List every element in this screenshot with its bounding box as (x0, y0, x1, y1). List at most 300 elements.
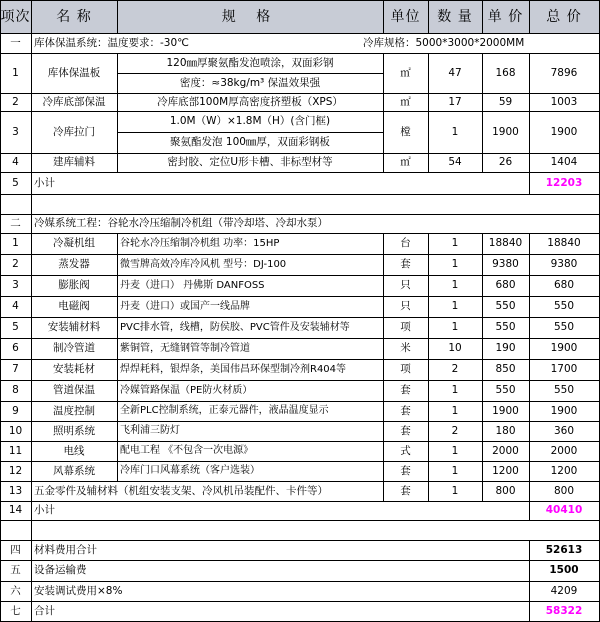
grid-line (0, 359, 600, 360)
grid-line (0, 421, 600, 422)
item-total: 1003 (550, 95, 578, 108)
grid-line (383, 111, 384, 154)
grid-line (482, 481, 483, 502)
grid-line (0, 317, 1, 339)
item-total: 1404 (550, 156, 578, 169)
item-name: 制冷管道 (53, 342, 95, 355)
grid-line (482, 296, 483, 318)
item-number: 1 (12, 66, 19, 79)
item-total: 550 (553, 384, 575, 397)
item-name: 管道保温 (53, 384, 95, 397)
item-total: 1900 (550, 404, 578, 417)
grid-line (0, 338, 600, 339)
subtotal-label: 小计 (34, 504, 55, 517)
grid-line (529, 380, 530, 402)
item-unit-price: 550 (495, 300, 516, 313)
item-unit: ㎡ (400, 156, 411, 169)
item-unit: 式 (400, 444, 411, 457)
item-unit: 套 (400, 424, 411, 437)
item-quantity: 2 (451, 424, 459, 437)
grid-line (31, 0, 32, 34)
grid-line (529, 254, 530, 276)
item-name: 冷凝机组 (53, 237, 95, 250)
summary-label: 材料费用合计 (34, 543, 97, 556)
grid-line (529, 53, 530, 94)
column-header: 总 价 (546, 8, 582, 25)
grid-line (31, 33, 32, 54)
item-unit-price: 59 (498, 95, 513, 108)
grid-line (117, 153, 118, 173)
grid-line (31, 194, 32, 215)
grid-line (529, 111, 530, 154)
grid-line (529, 338, 530, 360)
grid-line (0, 194, 1, 215)
grid-line (31, 254, 32, 276)
grid-line (383, 275, 384, 297)
grid-line (31, 338, 32, 360)
item-name: 安装耗材 (53, 363, 95, 376)
item-name: 五金零件及辅材料（机组安装支架、冷风机吊装配件、卡件等） (34, 484, 328, 497)
grid-line (482, 0, 483, 34)
grid-line (31, 401, 32, 422)
grid-line (31, 501, 32, 521)
item-spec: 丹麦（进口）或国产一线品牌 (120, 300, 250, 312)
item-unit-price: 1900 (492, 404, 519, 417)
grid-line (529, 401, 530, 422)
item-number: 8 (12, 384, 19, 397)
grid-line (0, 338, 1, 360)
grid-line (31, 214, 32, 234)
grid-line (31, 275, 32, 297)
grid-line (0, 296, 600, 297)
summary-total: 4209 (550, 584, 578, 597)
grid-line (529, 461, 530, 482)
item-unit: 项 (400, 321, 411, 334)
grid-line (117, 421, 118, 442)
item-total: 800 (553, 484, 575, 497)
item-unit: 套 (400, 404, 411, 417)
summary-number: 六 (10, 584, 21, 597)
grid-line (0, 421, 1, 442)
grid-line (428, 338, 429, 360)
subtotal-number: 5 (12, 176, 19, 189)
item-total: 7896 (550, 66, 578, 79)
item-unit-price: 190 (495, 342, 516, 355)
grid-line (428, 441, 429, 462)
item-number: 10 (8, 424, 23, 437)
grid-line (482, 380, 483, 402)
section-title: 冷媒系统工程：谷轮水冷压缩制冷机组（带冷却塔、冷却水泵） (34, 217, 328, 230)
grid-line (383, 93, 384, 112)
item-unit: 套 (400, 384, 411, 397)
grid-line (428, 153, 429, 173)
grid-line (529, 172, 530, 195)
grid-line (383, 53, 384, 94)
item-spec: 冷库门口风幕系统（客户选装） (120, 465, 260, 476)
item-spec: 1.0M（W）×1.8M（H）(含门框) (169, 115, 331, 128)
column-header: 单位 (390, 8, 421, 25)
item-unit-price: 9380 (492, 258, 519, 271)
item-number: 6 (12, 342, 19, 355)
item-unit: 樘 (400, 125, 411, 138)
grid-line (383, 401, 384, 422)
grid-line (428, 461, 429, 482)
grid-line (0, 380, 1, 402)
grid-line (0, 111, 1, 154)
item-spec: 冷库底部100M厚高密度挤塑板（XPS） (157, 95, 343, 108)
grid-line (428, 53, 429, 94)
grid-line (383, 254, 384, 276)
grid-line (0, 441, 1, 462)
item-quantity: 2 (451, 363, 459, 376)
item-spec: 紫铜管，无缝钢管等制冷管道 (120, 342, 250, 354)
item-number: 11 (8, 444, 23, 457)
grid-line (0, 401, 1, 422)
grid-line (529, 601, 530, 622)
item-unit-price: 180 (495, 424, 516, 437)
grid-line (0, 33, 1, 54)
grid-line (0, 317, 600, 318)
item-unit-price: 2000 (492, 444, 519, 457)
item-quantity: 47 (448, 66, 462, 79)
grid-line (482, 93, 483, 112)
grid-line (117, 275, 118, 297)
item-name: 电磁阀 (58, 300, 90, 313)
item-number: 2 (12, 258, 19, 271)
grid-line (383, 296, 384, 318)
item-spec: 全新PLC控制系统，正泰元器件，液晶温度显示 (120, 405, 329, 416)
item-unit-price: 1900 (492, 125, 519, 138)
item-number: 4 (12, 300, 19, 313)
grid-line (0, 501, 600, 502)
grid-line (482, 111, 483, 154)
item-spec: 密度：≈38kg/m³ 保温效果强 (179, 76, 321, 89)
item-number: 7 (12, 363, 19, 376)
grid-line (31, 296, 32, 318)
grid-line (0, 153, 600, 154)
item-unit-price: 1200 (492, 464, 519, 477)
grid-line (117, 317, 118, 339)
grid-line (0, 296, 1, 318)
subtotal-label: 小计 (34, 176, 55, 189)
grid-line (482, 401, 483, 422)
item-unit-price: 550 (495, 321, 516, 334)
grid-line (482, 233, 483, 255)
item-unit: ㎡ (400, 66, 411, 79)
item-number: 3 (12, 279, 19, 292)
item-number: 3 (12, 125, 19, 138)
grid-line (0, 540, 1, 561)
grid-line (428, 380, 429, 402)
summary-label: 设备运输费 (34, 564, 87, 577)
grid-line (383, 380, 384, 402)
item-quantity: 1 (451, 384, 459, 397)
grid-line (428, 254, 429, 276)
item-quantity: 17 (448, 95, 462, 108)
item-name: 蒸发器 (58, 258, 90, 271)
item-unit-price: 800 (495, 484, 516, 497)
item-total: 1900 (550, 342, 578, 355)
grid-line (117, 73, 384, 74)
grid-line (117, 380, 118, 402)
item-name: 库体保温板 (47, 66, 101, 79)
grid-line (0, 53, 1, 94)
grid-line (529, 441, 530, 462)
grid-line (31, 111, 32, 154)
grid-line (117, 0, 118, 34)
item-quantity: 1 (451, 404, 459, 417)
grid-line (0, 93, 1, 112)
item-quantity: 1 (451, 444, 459, 457)
grid-line (0, 481, 600, 482)
grid-line (482, 359, 483, 381)
grid-line (0, 214, 1, 234)
grid-line (0, 172, 1, 195)
item-unit: 项 (400, 363, 411, 376)
grid-line (0, 233, 600, 234)
grid-line (0, 581, 1, 602)
grid-line (529, 501, 530, 521)
grid-line (383, 0, 384, 34)
grid-line (529, 317, 530, 339)
grid-line (383, 421, 384, 442)
grid-line (31, 233, 32, 255)
summary-total: 58322 (545, 604, 583, 617)
grid-line (529, 560, 530, 582)
grid-line (0, 560, 600, 561)
item-total: 9380 (550, 258, 578, 271)
item-total: 1700 (550, 363, 578, 376)
grid-line (31, 461, 32, 482)
grid-line (117, 254, 118, 276)
item-name: 冷库底部保温 (42, 95, 106, 108)
summary-total: 1500 (549, 564, 579, 577)
item-spec: 丹麦（进口） 丹佛斯 DANFOSS (120, 279, 265, 291)
table-top-border (0, 0, 600, 1)
grid-line (117, 401, 118, 422)
grid-line (117, 296, 118, 318)
grid-line (31, 359, 32, 381)
grid-line (117, 441, 118, 462)
summary-total: 52613 (545, 543, 583, 556)
grid-line (117, 359, 118, 381)
item-name: 电线 (63, 444, 85, 457)
grid-line (428, 401, 429, 422)
column-header: 项次 (0, 8, 31, 25)
item-unit-price: 680 (495, 279, 516, 292)
grid-line (0, 111, 600, 112)
grid-line (0, 0, 1, 34)
grid-line (383, 233, 384, 255)
grid-line (482, 441, 483, 462)
subtotal-total: 12203 (545, 176, 583, 189)
grid-line (31, 53, 32, 94)
item-unit: ㎡ (400, 95, 411, 108)
grid-line (482, 275, 483, 297)
grid-line (31, 540, 32, 561)
grid-line (529, 540, 530, 561)
item-spec: 密封胶、定位U形卡槽、非标型材等 (167, 156, 333, 169)
subtotal-number: 14 (8, 504, 23, 517)
column-header: 名 称 (56, 8, 92, 25)
grid-line (482, 317, 483, 339)
item-unit: 套 (400, 464, 411, 477)
grid-line (482, 461, 483, 482)
item-number: 5 (12, 321, 19, 334)
item-name: 安装辅材料 (47, 321, 101, 334)
grid-line (0, 601, 600, 602)
grid-line (383, 338, 384, 360)
item-number: 12 (8, 464, 23, 477)
grid-line (383, 481, 384, 502)
grid-line (0, 380, 600, 381)
item-spec: 冷媒管路保温（PE防火材质） (120, 384, 253, 396)
item-unit: 只 (400, 279, 411, 292)
grid-line (482, 421, 483, 442)
grid-line (383, 359, 384, 381)
grid-line (428, 111, 429, 154)
item-number: 9 (12, 404, 19, 417)
item-number: 13 (8, 484, 23, 497)
item-total: 550 (553, 300, 575, 313)
grid-line (31, 481, 32, 502)
grid-line (0, 194, 600, 195)
summary-number: 四 (10, 543, 21, 556)
item-name: 建库辅料 (53, 156, 95, 169)
item-spec: 微雪牌高效冷库冷风机 型号：DJ-100 (120, 258, 287, 270)
item-unit-price: 550 (495, 384, 516, 397)
grid-line (0, 33, 600, 34)
grid-line (31, 172, 32, 195)
grid-line (117, 132, 384, 133)
item-total: 360 (553, 424, 575, 437)
item-name: 冷库拉门 (53, 125, 95, 138)
item-name: 膨胀阀 (58, 279, 90, 292)
grid-line (0, 581, 600, 582)
item-unit: 台 (400, 237, 411, 250)
item-total: 18840 (547, 237, 581, 250)
item-spec: 聚氨酯发泡 100㎜厚，双面彩钢板 (170, 136, 330, 149)
grid-line (117, 111, 118, 154)
item-unit-price: 18840 (488, 237, 523, 250)
grid-line (529, 153, 530, 173)
grid-line (428, 421, 429, 442)
item-quantity: 1 (451, 279, 459, 292)
item-unit-price: 850 (495, 363, 516, 376)
grid-line (0, 560, 1, 582)
item-total: 2000 (550, 444, 578, 457)
grid-line (482, 153, 483, 173)
grid-line (482, 338, 483, 360)
section-spec-note: 冷库规格：5000*3000*2000MM (363, 36, 525, 49)
summary-label: 安装调试费用×8% (34, 584, 123, 597)
grid-line (31, 153, 32, 173)
grid-line (31, 560, 32, 582)
item-number: 2 (12, 95, 19, 108)
grid-line (0, 601, 1, 622)
grid-line (31, 380, 32, 402)
item-total: 550 (553, 321, 575, 334)
grid-line (529, 233, 530, 255)
grid-line (31, 601, 32, 622)
grid-line (383, 461, 384, 482)
item-quantity: 1 (451, 484, 459, 497)
item-name: 照明系统 (53, 424, 95, 437)
grid-line (117, 93, 118, 112)
item-quantity: 1 (451, 321, 459, 334)
item-unit: 套 (400, 258, 411, 271)
grid-line (0, 520, 1, 541)
grid-line (428, 296, 429, 318)
grid-line (31, 520, 32, 541)
grid-line (529, 481, 530, 502)
item-unit-price: 26 (498, 156, 513, 169)
summary-number: 七 (10, 604, 21, 617)
section-number: 一 (10, 36, 21, 49)
summary-number: 五 (10, 564, 21, 577)
item-number: 4 (12, 156, 19, 169)
item-quantity: 1 (451, 258, 459, 271)
item-spec: PVC排水管，线槽，防侯胶、PVC管件及安装辅材等 (120, 321, 350, 333)
item-quantity: 1 (451, 237, 459, 250)
item-total: 1900 (550, 125, 578, 138)
item-total: 680 (553, 279, 575, 292)
grid-line (117, 53, 118, 94)
item-total: 1200 (550, 464, 578, 477)
item-unit: 套 (400, 484, 411, 497)
item-quantity: 1 (451, 464, 459, 477)
grid-line (0, 461, 1, 482)
item-spec: 焊焊耗料，银焊条，美国伟昌环保型制冷剂R404等 (120, 363, 347, 375)
grid-line (0, 481, 1, 502)
grid-line (0, 172, 600, 173)
section-title: 库体保温系统：温度要求：-30℃ (34, 36, 189, 49)
item-quantity: 10 (448, 342, 462, 355)
grid-line (383, 317, 384, 339)
grid-line (31, 93, 32, 112)
grid-line (529, 93, 530, 112)
grid-line (0, 275, 600, 276)
column-header: 规 格 (221, 8, 279, 25)
item-spec: 120㎜厚聚氨酯发泡喷涂，双面彩钢 (166, 56, 334, 69)
item-unit: 只 (400, 300, 411, 313)
grid-line (529, 0, 530, 34)
grid-line (117, 338, 118, 360)
grid-line (428, 481, 429, 502)
grid-line (0, 540, 600, 541)
grid-line (0, 233, 1, 255)
column-header: 数 量 (437, 8, 473, 25)
grid-line (31, 441, 32, 462)
grid-line (117, 461, 118, 482)
grid-line (0, 53, 600, 54)
item-name: 风幕系统 (53, 464, 95, 477)
grid-line (0, 501, 1, 521)
grid-line (0, 93, 600, 94)
grid-line (529, 275, 530, 297)
grid-line (482, 53, 483, 94)
item-number: 1 (12, 237, 19, 250)
grid-line (529, 421, 530, 442)
item-quantity: 1 (451, 300, 459, 313)
item-spec: 飞利浦三防灯 (120, 425, 180, 436)
grid-line (0, 214, 600, 215)
item-quantity: 54 (448, 156, 462, 169)
item-name: 温度控制 (53, 404, 95, 417)
grid-line (428, 275, 429, 297)
grid-line (428, 93, 429, 112)
grid-line (0, 275, 1, 297)
